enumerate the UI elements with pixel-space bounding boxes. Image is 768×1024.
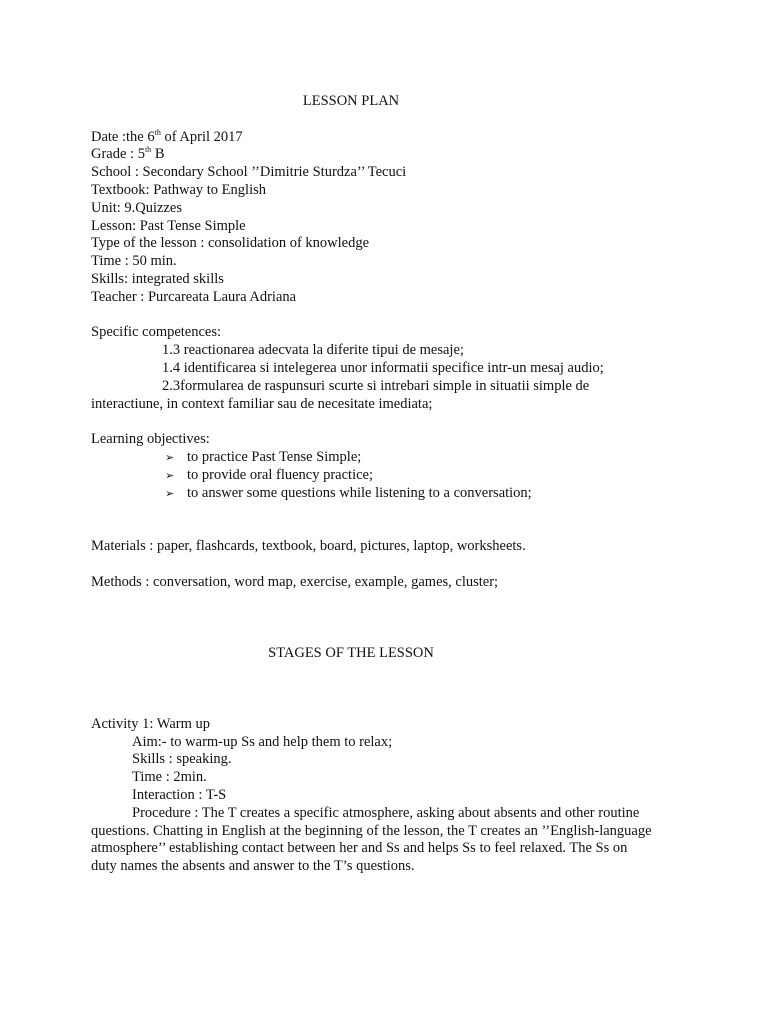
objectives-heading: Learning objectives: — [91, 431, 210, 448]
teacher-line: Teacher : Purcareata Laura Adriana — [91, 288, 297, 305]
grade-prefix: Grade : 5 — [91, 146, 145, 163]
lesson-line: Lesson: Past Tense Simple — [91, 217, 246, 234]
objective-text: to answer some questions while listening to a conversation; — [187, 484, 532, 501]
methods-line: Methods : conversation, word map, exercise, example, games, cluster; — [91, 573, 499, 590]
objective-item — [91, 485, 691, 503]
activity-aim: Aim:- to warm-up Ss and help them to relax; — [132, 733, 393, 750]
arrow-bullet-icon: ➢ — [165, 450, 175, 464]
activity-interaction: Interaction : T-S — [132, 787, 227, 804]
objective-item — [91, 467, 691, 485]
date-suffix: of April 2017 — [160, 128, 243, 145]
materials-line: Materials : paper, flashcards, textbook, board, pictures, laptop, worksheets. — [91, 537, 526, 554]
textbook-line: Textbook: Pathway to English — [91, 181, 266, 198]
activity-procedure-line: duty names the absents and answer to the T’s questions. — [91, 858, 415, 875]
competence-item: 1.3 reactionarea adecvata la diferite tipui de mesaje; — [162, 342, 464, 359]
competence-item: 1.4 identificarea si intelegerea unor informatii specifice intr-un mesaj audio; — [162, 359, 604, 376]
activity-heading: Activity 1: Warm up — [91, 715, 210, 732]
objective-text: to practice Past Tense Simple; — [187, 448, 362, 465]
arrow-bullet-icon: ➢ — [165, 486, 175, 500]
activity-procedure-line: questions. Chatting in English at the beginning of the lesson, the T creates an ’’English-language — [91, 822, 652, 839]
grade-line — [91, 146, 691, 164]
skills-line: Skills: integrated skills — [91, 270, 224, 287]
time-line: Time : 50 min. — [91, 253, 177, 270]
date-superscript: th — [154, 127, 161, 137]
date-prefix: Date :the 6 — [91, 128, 155, 145]
stages-title: STAGES OF THE LESSON — [268, 644, 434, 661]
grade-superscript: th — [144, 145, 152, 155]
competences-heading: Specific competences: — [91, 324, 222, 341]
date-line — [91, 129, 691, 147]
objective-item — [91, 449, 691, 467]
document-page — [91, 93, 691, 876]
competence-continuation: interactiune, in context familiar sau de necesitate imediata; — [91, 395, 433, 412]
activity-skills: Skills : speaking. — [132, 751, 232, 768]
page-title: LESSON PLAN — [302, 93, 400, 109]
arrow-bullet-icon: ➢ — [165, 468, 175, 482]
activity-time: Time : 2min. — [132, 769, 207, 786]
school-line: School : Secondary School ’’Dimitrie Sturdza’’ Tecuci — [91, 164, 407, 181]
activity-procedure-line: Procedure : The T creates a specific atmosphere, asking about absents and other routine — [132, 804, 640, 821]
objective-text: to provide oral fluency practice; — [187, 466, 374, 483]
activity-procedure-line: atmosphere’’ establishing contact between her and Ss and helps Ss to feel relaxed. The Ss on — [91, 840, 628, 857]
unit-line: Unit: 9.Quizzes — [91, 199, 183, 216]
competence-item: 2.3formularea de raspunsuri scurte si intrebari simple in situatii simple de — [162, 377, 590, 394]
grade-suffix: B — [151, 146, 165, 163]
lesson-type-line: Type of the lesson : consolidation of knowledge — [91, 235, 370, 252]
